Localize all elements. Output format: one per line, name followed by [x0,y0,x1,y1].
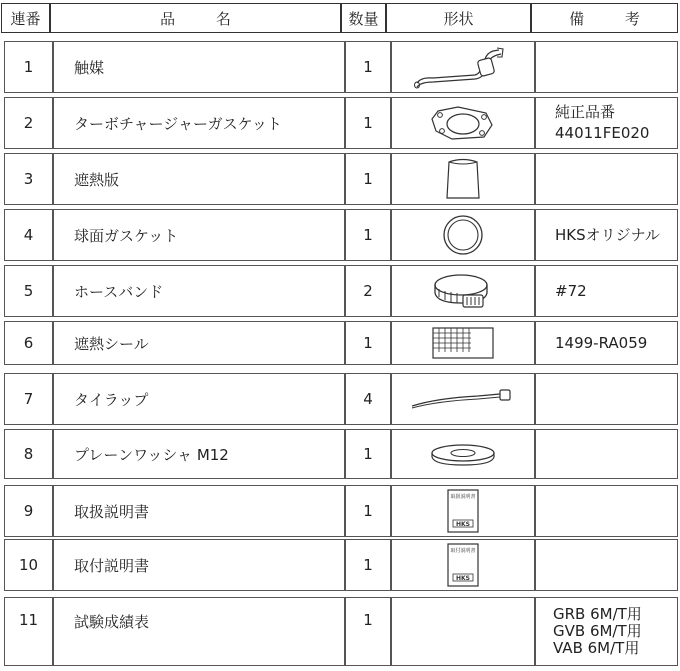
table-row [4,485,678,537]
note-line: 44011FE020 [555,124,650,142]
shape-cell [391,539,535,591]
note-line: 純正品番 [555,103,616,121]
row-qty: 1 [345,539,391,591]
row-name: 取扱説明書 [53,485,345,537]
note-line: HKSオリジナル [555,225,660,244]
table-row [4,97,678,149]
note-line: GVB 6M/T用 [553,622,642,640]
row-note [535,97,678,149]
header-no: 連番 [1,3,50,33]
row-note [535,265,678,317]
row-qty: 1 [345,41,391,93]
shape-cell [391,153,535,205]
row-name: 取付説明書 [53,539,345,591]
row-name: 触媒 [53,41,345,93]
booklet-logo: HKS [456,575,470,582]
row-no: 6 [4,321,53,365]
row-no: 5 [4,265,53,317]
row-no: 11 [4,597,53,666]
table-row [4,539,678,591]
note-line: #72 [555,281,587,300]
row-qty: 4 [345,373,391,425]
shape-cell [391,41,535,93]
manual-icon [446,488,480,534]
row-note [535,597,678,666]
row-no: 3 [4,153,53,205]
manual-icon [446,542,480,588]
hose-clamp-icon [431,269,495,313]
table-row [4,321,678,365]
table-row [4,265,678,317]
washer-icon [428,439,498,469]
booklet-title: 取付説明書 [450,548,476,554]
row-name: 遮熱シール [53,321,345,365]
row-qty: 1 [345,321,391,365]
row-name: 球面ガスケット [53,209,345,261]
table-row [4,209,678,261]
shape-cell [391,429,535,479]
header-shape: 形状 [386,3,531,33]
row-name: 試験成績表 [53,597,345,666]
shape-cell [391,209,535,261]
cable-tie-icon [408,384,518,414]
row-qty: 1 [345,429,391,479]
note-line: VAB 6M/T用 [553,639,640,657]
row-no: 2 [4,97,53,149]
row-name: ホースバンド [53,265,345,317]
header-name: 品 名 [50,3,341,33]
row-name: ターボチャージャーガスケット [53,97,345,149]
heat-shield-icon [443,156,483,202]
row-name: プレーンワッシャ M12 [53,429,345,479]
row-note [535,321,678,365]
row-qty: 1 [345,209,391,261]
row-qty: 1 [345,485,391,537]
row-no: 4 [4,209,53,261]
turbo-gasket-icon [428,103,498,143]
shape-cell [391,321,535,365]
shape-cell [391,373,535,425]
table-row [4,597,678,666]
row-no: 7 [4,373,53,425]
note-line: GRB 6M/T用 [553,605,642,623]
shape-cell [391,597,535,666]
row-no: 8 [4,429,53,479]
row-no: 10 [4,539,53,591]
catalytic-converter-icon [413,45,513,89]
table-row [4,153,678,205]
shape-cell [391,265,535,317]
row-no: 1 [4,41,53,93]
note-line: 1499-RA059 [555,333,648,352]
shape-cell [391,485,535,537]
row-qty: 1 [345,153,391,205]
spherical-gasket-icon [441,212,485,258]
header-note: 備 考 [531,3,678,33]
table-row [4,429,678,479]
row-note [535,429,678,479]
shape-cell [391,97,535,149]
row-qty: 1 [345,597,391,666]
header-qty: 数量 [341,3,386,33]
row-no: 9 [4,485,53,537]
booklet-logo: HKS [456,521,470,528]
table-row [4,41,678,93]
row-note [535,153,678,205]
row-qty: 2 [345,265,391,317]
row-note [535,539,678,591]
row-note [535,485,678,537]
booklet-title: 取扱説明書 [450,494,476,500]
row-name: 遮熱版 [53,153,345,205]
table-row [4,373,678,425]
row-name: タイラップ [53,373,345,425]
row-qty: 1 [345,97,391,149]
row-note [535,209,678,261]
heat-seal-icon [431,326,495,360]
row-note [535,41,678,93]
row-note [535,373,678,425]
